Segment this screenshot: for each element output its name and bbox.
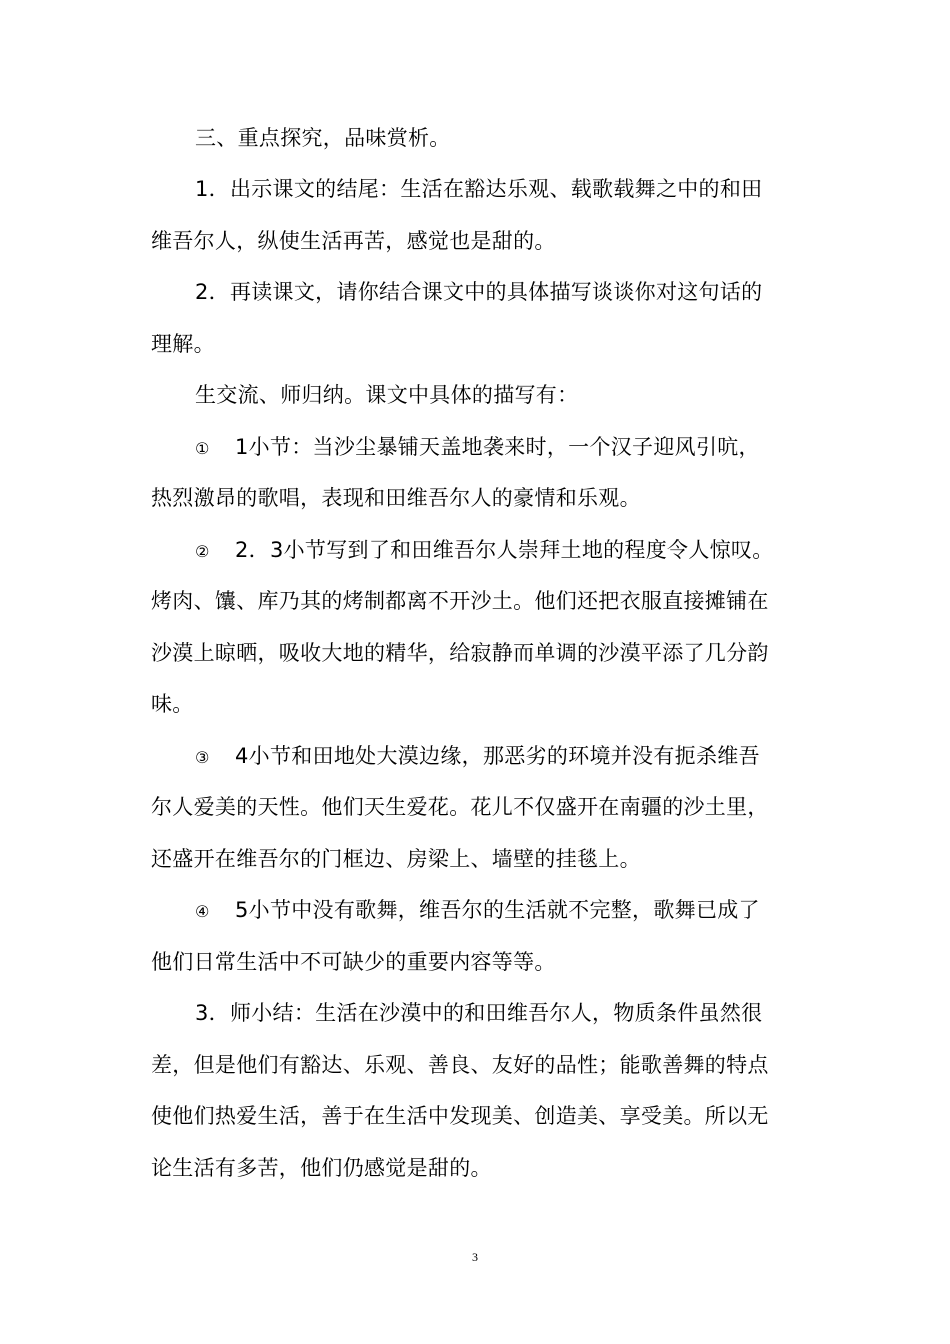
list-item-text: 5小节中没有歌舞，维吾尔的生活就不完整，歌舞已成了: [235, 898, 760, 922]
paragraph-line: 维吾尔人，纵使生活再苦，感觉也是甜的。: [151, 229, 556, 253]
circled-number-marker: ④: [195, 902, 210, 921]
list-item-text: 2．3小节写到了和田维吾尔人崇拜土地的程度令人惊叹。: [235, 538, 774, 562]
list-item-text: 4小节和田地处大漠边缘，那恶劣的环境并没有扼杀维吾: [235, 744, 760, 768]
paragraph-line: 热烈激昂的歌唱，表现和田维吾尔人的豪情和乐观。: [151, 486, 641, 510]
circled-number-marker: ②: [195, 542, 210, 561]
paragraph-line: 差，但是他们有豁达、乐观、善良、友好的品性；能歌善舞的特点: [151, 1053, 769, 1077]
paragraph-line: 生交流、师归纳。课文中具体的描写有：: [195, 383, 579, 407]
list-item: [195, 434, 760, 462]
circled-number-marker: ③: [195, 748, 210, 767]
paragraph-line: 理解。: [151, 332, 215, 356]
paragraph-line: 味。: [151, 692, 194, 716]
paragraph-line: 3．师小结：生活在沙漠中的和田维吾尔人，物质条件虽然很: [195, 1001, 763, 1025]
list-item: [195, 743, 760, 771]
paragraph-line: 烤肉、馕、库乃其的烤制都离不开沙土。他们还把衣服直接摊铺在: [151, 589, 769, 613]
paragraph-line: 论生活有多苦，他们仍感觉是甜的。: [151, 1156, 492, 1180]
paragraph-line: 2．再读课文，请你结合课文中的具体描写谈谈你对这句话的: [195, 280, 763, 304]
circled-number-marker: ①: [195, 439, 210, 458]
paragraph-line: 沙漠上晾晒，吸收大地的精华，给寂静而单调的沙漠平添了几分韵: [151, 641, 769, 665]
list-item-text: 1小节：当沙尘暴铺天盖地袭来时，一个汉子迎风引吭，: [235, 435, 760, 459]
list-item: [195, 897, 760, 925]
paragraph-line: 尔人爱美的天性。他们天生爱花。花儿不仅盛开在南疆的沙土里，: [151, 795, 769, 819]
page-number: 3: [472, 1250, 478, 1264]
paragraph-line: 1．出示课文的结尾：生活在豁达乐观、载歌载舞之中的和田: [195, 177, 763, 201]
paragraph-line: 使他们热爱生活，善于在生活中发现美、创造美、享受美。所以无: [151, 1104, 769, 1128]
paragraph-line: 他们日常生活中不可缺少的重要内容等等。: [151, 950, 556, 974]
section-heading: 三、重点探究，品味赏析。: [195, 126, 451, 150]
list-item: [195, 537, 774, 565]
paragraph-line: 还盛开在维吾尔的门框边、房梁上、墙壁的挂毯上。: [151, 847, 641, 871]
